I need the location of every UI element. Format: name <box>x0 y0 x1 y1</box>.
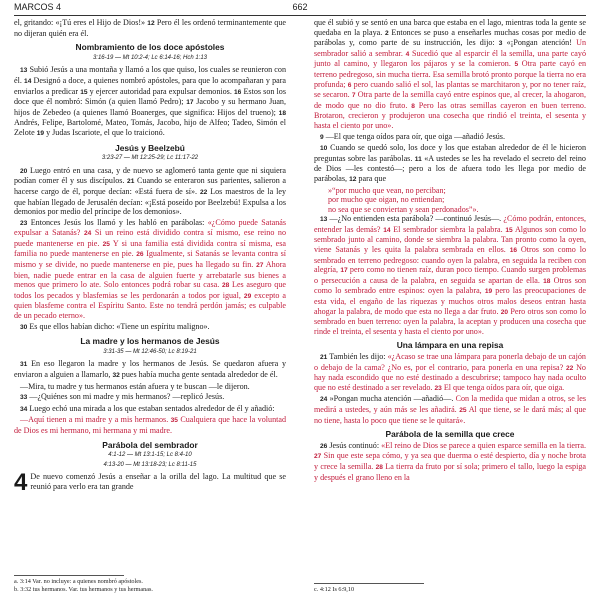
verse-number: 24 <box>320 396 328 404</box>
verse-number: 17 <box>340 267 348 275</box>
verse-number: 7 <box>351 92 356 100</box>
words-of-jesus: ¿Cómo podrán, entonces, entender las demás? 14 El sembrador siembra la palabra. 15 Algunos son como lo sembrado junto al camino, donde se siembra la palabra. Tan pronto como la oyen, viene Satanás y les quita la palabra sembrada en ellos. 16 Otros son como lo sembrado en terreno pedregoso: cuando oyen la palabra, en seguida la reciben con alegría, 17 pero como no tienen raíz, duran poco tiempo. Cuando surgen problemas o persecución a causa de la palabra, en seguida se apartan de ella. 18 Otros son como lo sembrado entre espinos: oyen la palabra, 19 pero las preocupaciones de esta vida, el engaño de las riquezas y muchos otros malos deseos entran hasta ahogar la palabra, de modo que esta no llega a dar fruto. 20 Pero otros son como lo sembrado en buen terreno: oyen la palabra, la aceptan y producen una cosecha que rinde el treinta, el sesenta y hasta el ciento por uno». <box>314 214 587 336</box>
narrative-text: 26 Jesús continuó: <box>320 440 380 450</box>
words-of-jesus: «¿Cómo puede Satanás expulsar a Satanás? 24 Si un reino está dividido contra sí mismo, ese reino no puede mantenerse en pie. 25 Y si una familia está dividida contra sí misma, esa familia no puede mantenerse en pie. 26 Igualmente, si Satanás se levanta contra sí mismo y se divide, no puede mantenerse en pie, pues ha llegado su fin. 27 Ahora bien, nadie puede entrar en la casa de alguien fuerte y arrebatarle sus bienes a menos que primero lo ate. Solo entonces podrá robar su casa. 28 Les aseguro que todos los pecados y blasfemias se les perdonarán a todos por igual, 29 excepto a quien blasfeme contra el Espíritu Santo. Este no tendrá perdón jamás; es culpable de un pecado eterno». <box>14 217 287 321</box>
words-of-jesus: «¿Acaso se trae una lámpara para ponerla debajo de un cajón o debajo de la cama? ¿No es, por el contrario, para ponerla en una repisa? 22 No hay nada escondido que no esté destinado a descubrirse; tampoco hay nada oculto que no esté destinado a ser revelado. 23 El que tenga oídos para oír, que oiga. <box>314 352 586 392</box>
verse-number: 10 <box>320 145 328 153</box>
verse-number: 29 <box>243 292 252 300</box>
words-of-jesus: «El reino de Dios se parece a quien esparce semilla en la tierra. 27 Sin que este sepa cómo, y ya sea que duerma o esté despierto, día y noche brota y crece la semilla. 28 La tierra da fruto por sí sola; primero el tallo, luego la espiga y después el grano lleno en la <box>314 440 586 482</box>
paragraph: 13 Subió Jesús a una montaña y llamó a los que quiso, los cuales se reunieron con él. 14 Designó a doce, a quienes nombró apóstoles, para que lo acompañaran y para enviarlos a predicar 15 y ejercer autoridad para expulsar demonios. 16 Estos son los doce que él nombró: Simón (a quien llamó Pedro); 17 Jacobo y su hermano Juan, hijos de Zebedeo (a quienes llamó Boanerges, que significa: Hijos del trueno); 18 Andrés, Felipe, Bartolomé, Mateo, Tomás, Jacobo, hijo de Alfeo; Tadeo, Simón el Zelote 19 y Judas Iscariote, el que lo traicionó. <box>14 65 286 137</box>
words-of-jesus: —Aquí tienen a mi madre y a mis hermanos. 35 Cualquiera que hace la voluntad de Dios es mi hermano, mi hermana y mi madre. <box>14 415 287 435</box>
verse-number: 16 <box>234 88 242 96</box>
verse-number: 20 <box>20 167 28 175</box>
footnote: b. 3:32 tus hermanos. Var. tus hermanos y tus hermanas. <box>14 585 153 593</box>
poem-line: por mucho que oigan, no entiendan; <box>328 195 445 205</box>
paragraph <box>14 469 286 497</box>
verse-number: 33 <box>20 394 28 402</box>
verse-number: 11 <box>414 155 422 163</box>
verse-number: 34 <box>20 405 28 413</box>
paragraph <box>14 218 286 321</box>
paragraph <box>314 18 586 131</box>
verse-number: 5 <box>514 61 519 69</box>
verse-number: 13 <box>320 216 328 224</box>
verse-number: 15 <box>80 88 88 96</box>
footnote: c. 4:12 Is 6:9,10 <box>314 585 355 593</box>
verse-number: 12 <box>147 20 155 27</box>
verse-number: 19 <box>36 129 45 137</box>
left-footnotes <box>14 575 286 593</box>
verse-number: 25 <box>459 406 467 414</box>
paragraph: 10 Cuando se quedó solo, los doce y los que estaban alrededor de él le hicieron preguntas sobre las parábolas. 11 «A ustedes se les ha revelado el secreto del reino de Dios —les contestó—; pero a los de afuera todo les llega por medio de parábolas, 12 para que <box>314 143 586 183</box>
verse-number: 22 <box>199 188 208 196</box>
section-heading: Parábola del sembrador <box>102 439 198 450</box>
chapter-number: 4 <box>14 469 28 497</box>
poem-line: no sea que se conviertan y sean perdonados”». <box>328 204 479 214</box>
poem-quote <box>328 186 586 215</box>
verse-number: 8 <box>411 102 415 110</box>
cross-references: 3:23-27 — Mt 12:25-29; Lc 11:17-22 <box>101 155 199 162</box>
paragraph: 9 —El que tenga oídos para oír, que oiga —añadió Jesús. <box>320 131 505 141</box>
paragraph: 34 Luego echó una mirada a los que estaban sentados alrededor de él y añadió: <box>20 403 275 413</box>
verse-number: 18 <box>278 109 286 117</box>
cross-references: 4:13-20 — Mt 13:18-23; Lc 8:11-15 <box>103 461 197 468</box>
verse-number: 27 <box>256 262 264 270</box>
paragraph: 30 Es que ellos habían dicho: «Tiene un espíritu maligno». <box>20 321 210 331</box>
section-heading: Una lámpara en una repisa <box>396 340 504 351</box>
verse-number: 16 <box>509 247 518 255</box>
footnote-rule <box>14 575 124 576</box>
right-column <box>314 18 586 483</box>
paragraph: el, gritando: «¡Tú eres el Hijo de Dios!» 12 Pero él les ordenó terminantemente que no dijeran quién era él. <box>14 18 286 38</box>
verse-number: 14 <box>383 226 391 234</box>
paragraph: 20 Luego entró en una casa, y de nuevo se aglomeró tanta gente que ni siquiera podían comer él y sus discípulos. 21 Cuando se enteraron sus parientes, salieron a hacerse cargo de él, porque decían: «Está fuera de sí». 22 Los maestros de la ley que habían llegado de Jerusalén decían: «¡Está poseído por Beelzebú! Expulsa a los demonios por medio del príncipe de los demonios». <box>14 165 286 217</box>
verse-number: 21 <box>127 178 135 186</box>
verse-number: 26 <box>136 251 144 259</box>
verse-number: 18 <box>543 277 551 285</box>
paragraph <box>314 394 586 425</box>
verse-number: 23 <box>20 219 28 227</box>
section-heading: Nombramiento de los doce apóstoles <box>75 42 225 53</box>
verse-number: 19 <box>484 288 493 296</box>
verse-number: 31 <box>20 361 28 369</box>
narrative-text: De nuevo comenzó Jesús a enseñar a la orilla del lago. La multitud que se reunió para verlo era tan grande <box>30 472 286 491</box>
verse-number: 13 <box>20 67 28 75</box>
paragraph <box>314 441 586 482</box>
cross-references: 3:31-35 — Mt 12:46-50; Lc 8:19-21 <box>103 348 197 355</box>
footnote-rule <box>314 583 424 584</box>
verse-number: 12 <box>349 175 357 183</box>
verse-number: 30 <box>20 323 28 331</box>
page-header <box>14 2 586 16</box>
verse-number: 4 <box>405 50 410 58</box>
narrative-text: 21 También les dijo: <box>320 352 386 361</box>
verse-number: 3 <box>498 40 503 48</box>
paragraph <box>314 214 586 336</box>
verse-number: 14 <box>24 77 32 85</box>
verse-number: 9 <box>320 133 324 141</box>
verse-number: 23 <box>434 384 442 392</box>
verse-number: 24 <box>83 230 92 238</box>
words-of-jesus: Con la medida que midan a otros, se les medirá a ustedes, y aún más se les añadirá. 25 Al que tiene, se le dará más; al que no tiene, hasta lo poco que tiene se le quitará». <box>314 394 587 425</box>
section-heading: Parábola de la semilla que crece <box>385 429 515 440</box>
cross-references: 4:1-12 — Mt 13:1-15; Lc 8:4-10 <box>108 452 192 459</box>
section-heading: La madre y los hermanos de Jesús <box>80 336 220 347</box>
verse-number: 35 <box>170 417 178 425</box>
verse-number: 32 <box>112 372 120 379</box>
cross-references: 3:16-19 — Mt 10:2-4; Lc 6:14-16; Hch 1:13 <box>92 54 208 61</box>
right-footnotes <box>314 583 586 593</box>
narrative-text: 23 Entonces Jesús los llamó y les habló en parábolas: <box>20 217 205 227</box>
narrative-text: que él subió y se sentó en una barca que estaba en el lago, mientras toda la gente se quedaba en la playa. 2 Entonces se puso a enseñarles muchas cosas por medio de parábolas y, como parte de su instrucción, les dijo: 3 «¡Pongan atención! <box>314 18 587 48</box>
verse-number: 28 <box>375 463 383 471</box>
running-head: MARCOS 4 <box>14 2 62 12</box>
verse-number: 22 <box>565 364 574 372</box>
words-of-jesus: Un sembrador salió a sembrar. 4 Sucedió que al esparcir él la semilla, una parte cayó junto al camino, y llegaron los pájaros y se la comieron. 5 Otra parte cayó en terreno pedregoso, sin mucha tierra. Esa semilla brotó pronto porque la tierra no era profunda; 6 pero cuando salió el sol, las plantas se marchitaron y, por no tener raíz, se secaron. 7 Otra parte de la semilla cayó entre espinos que, al crecer, la ahogaron, de modo que no dio fruto. 8 Pero las otras semillas cayeron en buen terreno. Brotaron, crecieron y produjeron una cosecha que rindió el treinta, el sesenta y hasta el ciento por uno». <box>314 38 586 130</box>
page-number: 662 <box>292 2 308 12</box>
verse-number: 26 <box>320 442 328 450</box>
narrative-text: 24 »Pongan mucha atención —añadió—. <box>320 394 454 404</box>
verse-number: 21 <box>320 354 328 361</box>
poem-line: »“por mucho que vean, no perciban; <box>328 185 446 195</box>
verse-number: 6 <box>347 81 352 89</box>
verse-number: 15 <box>505 226 513 234</box>
section-heading: Jesús y Beelzebú <box>115 142 185 153</box>
header-rule <box>14 15 586 16</box>
paragraph: —Mira, tu madre y tus hermanos están afuera y te buscan —le dijeron. <box>20 381 250 391</box>
paragraph: 33 —¿Quiénes son mi madre y mis hermanos? —replicó Jesús. <box>20 392 225 402</box>
verse-number: 27 <box>314 453 322 461</box>
left-column <box>14 18 287 497</box>
paragraph <box>314 352 586 393</box>
verse-number: 17 <box>186 99 194 107</box>
narrative-text: 13 —¿No entienden esta parábola? —continuó Jesús—. <box>320 214 502 224</box>
verse-number: 2 <box>384 29 389 37</box>
verse-number: 28 <box>221 282 230 290</box>
paragraph: 31 En eso llegaron la madre y los hermanos de Jesús. Se quedaron afuera y enviaron a alguien a llamarlo, 32 pues había mucha gente sentada alrededor de él. <box>14 359 286 379</box>
footnote: a. 3:14 Var. no incluye: a quienes nombró apóstoles. <box>14 578 143 586</box>
verse-number: 25 <box>102 240 110 248</box>
verse-number: 20 <box>500 308 509 316</box>
